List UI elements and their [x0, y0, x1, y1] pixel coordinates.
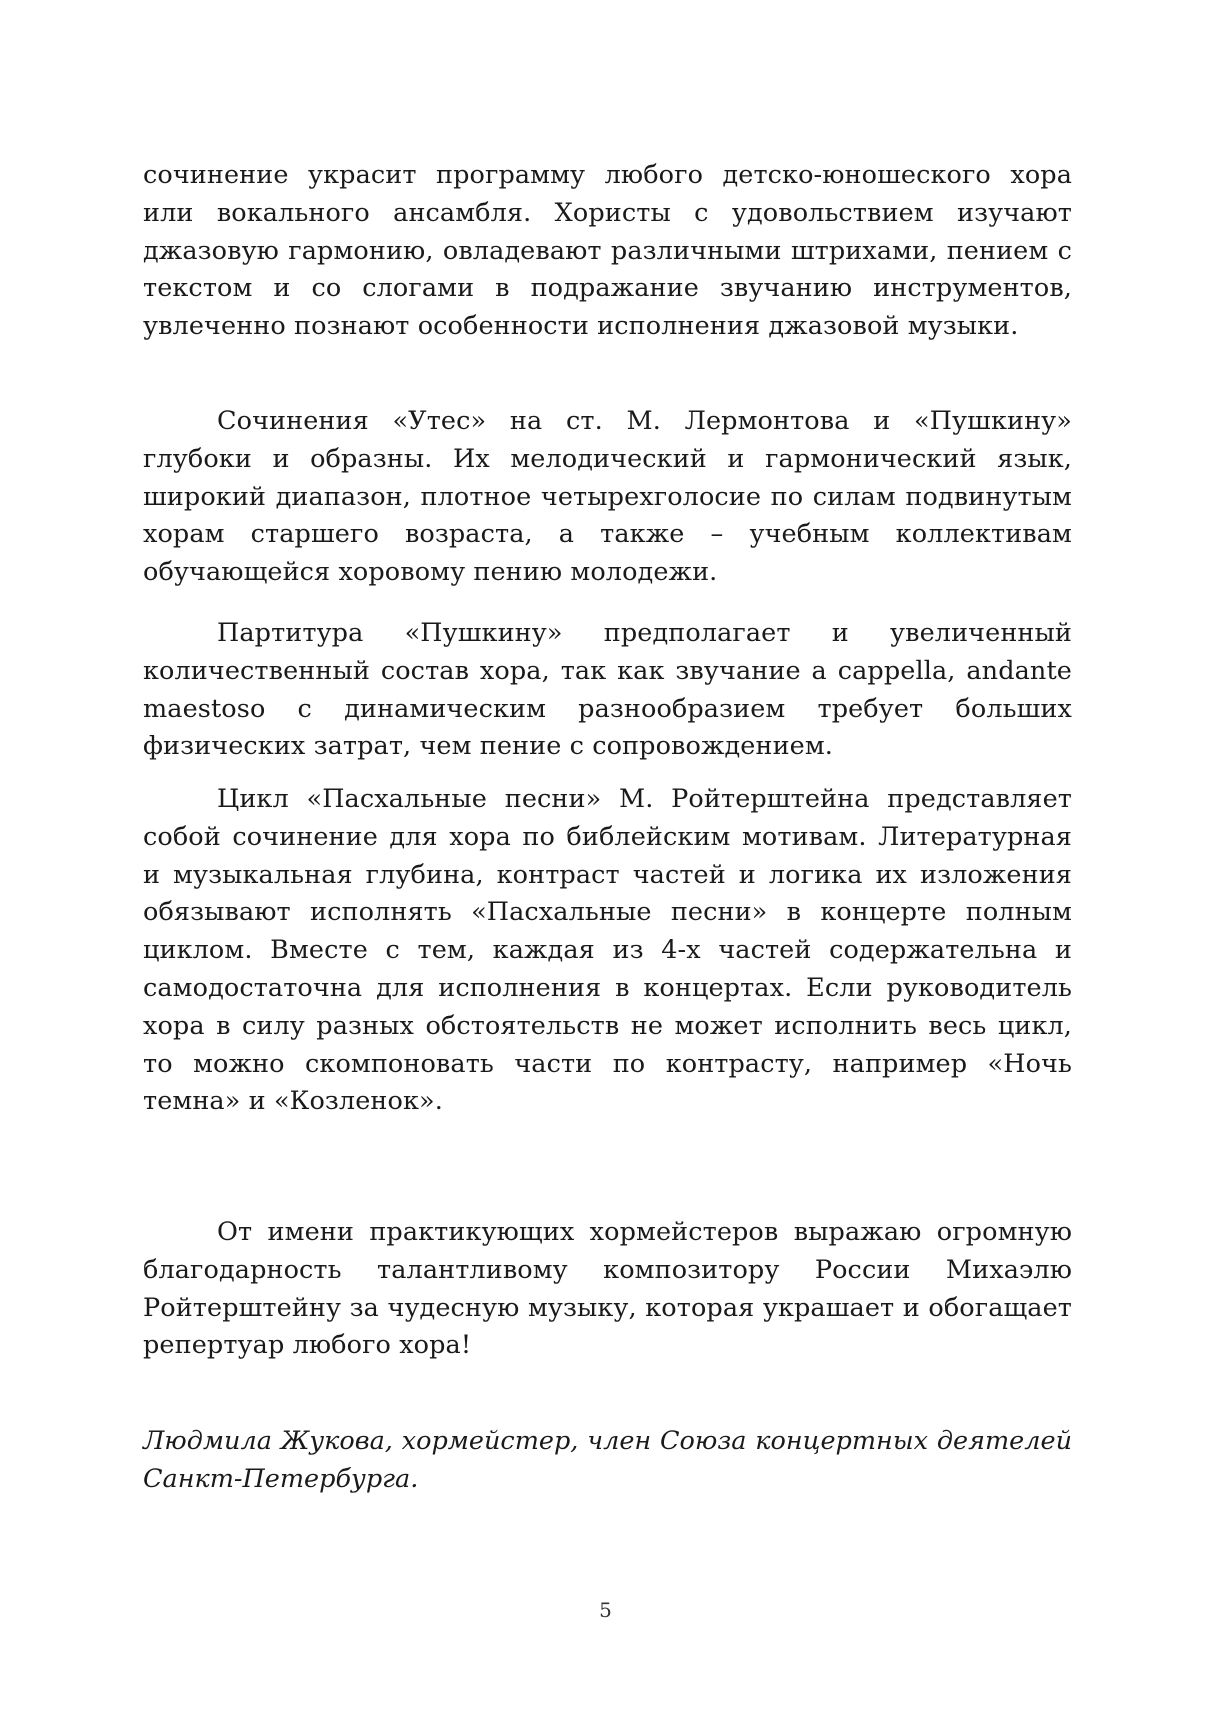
page-number: 5: [599, 1598, 612, 1622]
paragraph-gratitude: От имени практикующих хормейстеров выражаю огромную благодарность талантливому композитору России Михаэлю Ройтерштейну за чудесную музыку, которая украшает и обогащает репертуар любого хора!: [143, 1217, 1072, 1361]
paragraph-utes-pushkinu: Сочинения «Утес» на ст. М. Лермонтова и «Пушкину» глубоки и образны. Их мелодический и гармонический язык, широкий диапазон, плотное четырехголосие по силам подвинутым хорам старшего возраста, а также – учебным коллективам обучающейся хоровому пению молодежи.: [143, 406, 1072, 588]
paragraph-continuation: сочинение украсит программу любого детско-юношеского хора или вокального ансамбля. Хористы с удовольствием изучают джазовую гармонию, овладевают различными штрихами, пением с текстом и со слогами в подражание звучанию инструментов, увлеченно познают особенности исполнения джазовой музыки.: [143, 160, 1072, 342]
author-signature: Людмила Жукова, хормейстер, член Союза концертных деятелей Санкт-Петербурга.: [143, 1426, 1072, 1494]
paragraph-paskhalnye-pesni: Цикл «Пасхальные песни» М. Ройтерштейна представляет собой сочинение для хора по библейским мотивам. Литературная и музыкальная глубина, контраст частей и логика их изложения обязывают исполнять «Пасхальные песни» в концерте полным циклом. Вместе с тем, каждая из 4-х частей содержательна и самодостаточна для исполнения в концертах. Если руководитель хора в силу разных обстоятельств не может исполнить весь цикл, то можно скомпоновать части по контрасту, например «Ночь темна» и «Козленок».: [143, 784, 1072, 1117]
paragraph-partitura: Партитура «Пушкину» предполагает и увеличенный количественный состав хора, так как звучание a cappella, andante maestoso с динамическим разнообразием требует больших физических затрат, чем пение с сопровождением.: [143, 618, 1072, 762]
